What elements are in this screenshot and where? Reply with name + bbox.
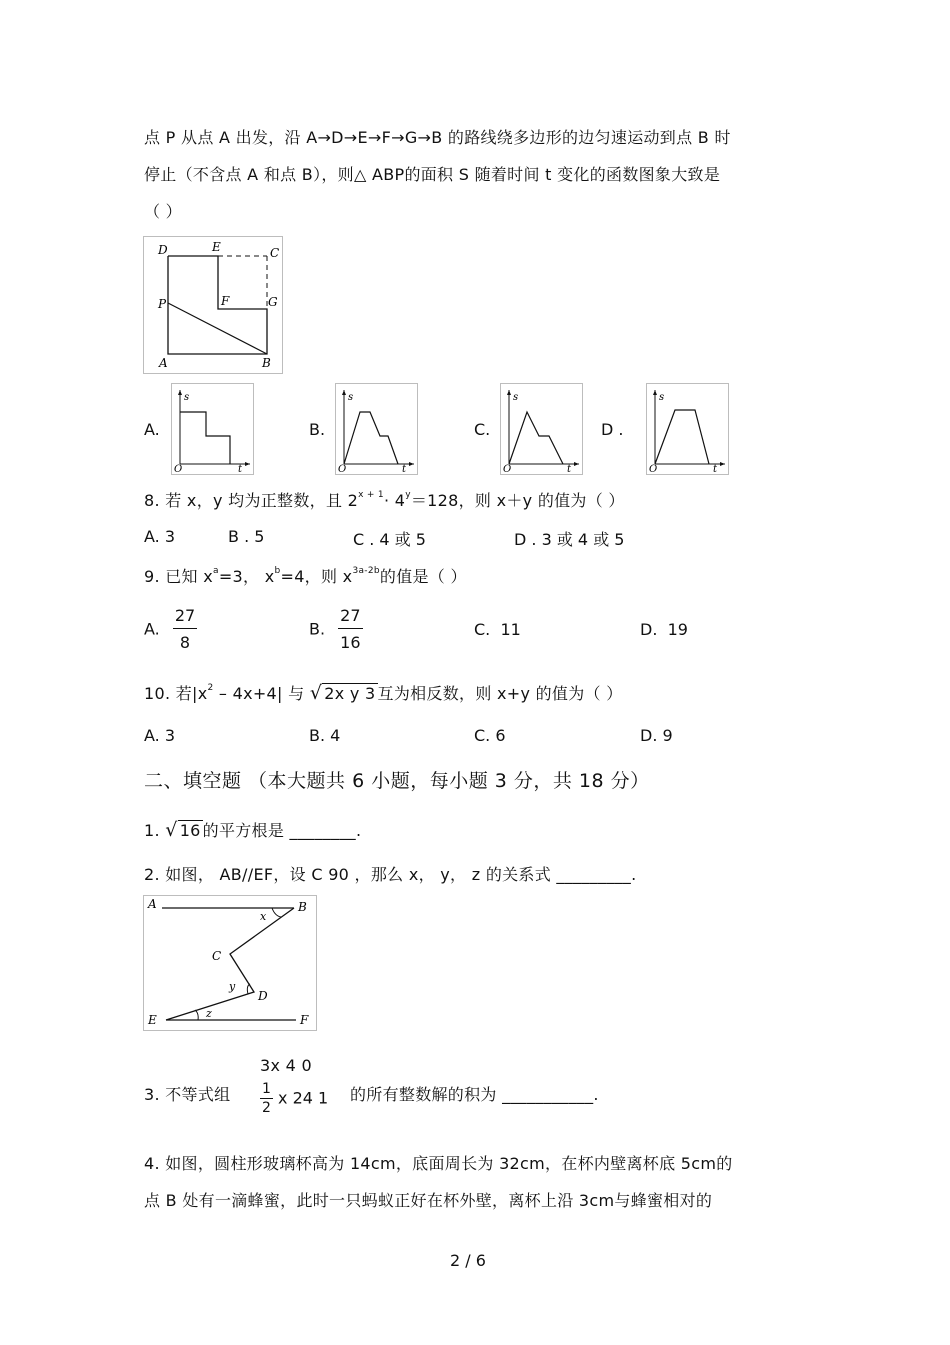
q10-option-a[interactable]: A. 3: [144, 726, 176, 745]
fraction-denominator: 8: [179, 633, 191, 652]
axis-o: O: [649, 464, 658, 474]
q10-suffix: 互为相反数，则 x+y 的值为（ ）: [377, 684, 623, 703]
fill-q3-row-2-rest: x 24 1: [278, 1088, 329, 1108]
q8-stem: [144, 488, 625, 511]
q9-option-b-fraction: [338, 606, 362, 652]
fig2-label-b: B: [298, 900, 307, 914]
q8-prefix: 8. 若 x，y 均为正整数，且 2: [144, 491, 359, 510]
q9-option-a-letter: A.: [144, 619, 160, 639]
fill-q3-prefix: 3. 不等式组: [144, 1085, 231, 1104]
axis-s: s: [513, 392, 519, 403]
q8-option-a[interactable]: A. 3: [144, 527, 176, 546]
q9-option-c-letter: C.: [474, 620, 491, 639]
fig2-label-z: z: [206, 1007, 212, 1020]
fraction-numerator: 27: [173, 606, 197, 629]
fill-q4-line-1: 4. 如图，圆柱形玻璃杯高为 14cm，底面周长为 32cm，在杯内壁离杯底 5cm的: [144, 1154, 733, 1173]
axis-o: O: [174, 464, 183, 474]
sqrt-symbol: √: [309, 682, 323, 704]
q7-line-1: 点 P 从点 A 出发，沿 A→D→E→F→G→B 的路线绕多边形的边匀速运动到点 B 时: [144, 128, 731, 147]
q9-option-c[interactable]: [474, 620, 521, 639]
axis-t: t: [402, 464, 407, 474]
axis-s: s: [659, 392, 665, 403]
axis-t: t: [567, 464, 572, 474]
fill-q1: [144, 818, 361, 841]
q9-option-b[interactable]: [309, 606, 363, 652]
fill-q2-text: 2. 如图， AB//EF，设 C 90 ，那么 x， y， z 的关系式 _________.: [144, 865, 637, 884]
fig-label-f: F: [221, 294, 230, 308]
q8-option-d[interactable]: D . 3 或 4 或 5: [514, 530, 625, 549]
q9-option-d-value: 19: [667, 620, 688, 639]
fig-label-a: A: [159, 356, 168, 370]
fill-q3-suffix: 的所有整数解的积为 ___________.: [350, 1085, 599, 1104]
axis-t: t: [238, 464, 243, 474]
q8-exponent-1: x + 1: [358, 490, 384, 500]
q7-option-b-label[interactable]: B.: [309, 420, 326, 439]
q7-option-c-graph: [500, 383, 583, 475]
page-number: 2 / 6: [450, 1251, 486, 1270]
fig-label-b: B: [262, 356, 271, 370]
q7-line-2: 停止（不含点 A 和点 B），则△ ABP的面积 S 随着时间 t 变化的函数图象大致是: [144, 165, 721, 184]
q9-option-d-letter: D.: [640, 620, 658, 639]
fraction-numerator: 1: [262, 1081, 271, 1097]
fig-label-p: P: [158, 297, 167, 311]
fig-label-g: G: [268, 295, 278, 309]
fig2-label-e: E: [148, 1013, 157, 1027]
q7-option-a-graph: [171, 383, 254, 475]
q9-mid-1: =3， x: [218, 567, 275, 586]
q9-exponent-b: b: [274, 566, 281, 576]
q10-option-b[interactable]: B. 4: [309, 726, 341, 745]
fill-q1-suffix: 的平方根是 ________.: [202, 821, 362, 840]
section-heading-fill-in: 二、填空题 （本大题共 6 小题，每小题 3 分，共 18 分）: [144, 770, 650, 792]
q10-radicand: 2x y 3: [324, 684, 376, 703]
q10-option-c[interactable]: C. 6: [474, 726, 506, 745]
q9-prefix: 9. 已知 x: [144, 567, 214, 586]
fill-q3-row-1: 3x 4 0: [260, 1056, 312, 1075]
fraction-numerator: 27: [338, 606, 362, 629]
axis-o: O: [338, 464, 347, 474]
fig2-label-y: y: [229, 980, 236, 993]
fig-label-d: D: [158, 243, 168, 257]
q9-option-a[interactable]: [144, 606, 197, 652]
q10-exponent: 2: [207, 683, 214, 693]
fill-q2-figure: [143, 895, 317, 1031]
q8-option-c[interactable]: C . 4 或 5: [353, 530, 426, 549]
axis-o: O: [503, 464, 512, 474]
q9-option-b-letter: B.: [309, 619, 326, 639]
fig-label-e: E: [212, 240, 221, 254]
q10-prefix: 10. 若|x: [144, 684, 208, 703]
fig2-label-f: F: [300, 1013, 309, 1027]
q8-option-b[interactable]: B . 5: [228, 527, 265, 546]
q9-option-d[interactable]: [640, 620, 688, 639]
q9-mid-2: =4，则 x: [280, 567, 353, 586]
fill-q1-radicand: 16: [179, 821, 201, 840]
q9-option-c-value: 11: [500, 620, 521, 639]
q8-mid: · 4: [383, 491, 406, 510]
fill-q1-prefix: 1.: [144, 821, 166, 840]
fig2-label-x: x: [260, 910, 267, 923]
q7-option-c-label[interactable]: C.: [474, 420, 491, 439]
q10-option-d[interactable]: D. 9: [640, 726, 673, 745]
axis-s: s: [184, 392, 190, 403]
q7-option-a-label[interactable]: A.: [144, 420, 160, 439]
q7-option-d-graph: [646, 383, 729, 475]
fill-q3-fraction: [260, 1082, 273, 1115]
fraction-denominator: 16: [340, 633, 361, 652]
fill-q4-line-2: 点 B 处有一滴蜂蜜，此时一只蚂蚁正好在杯外壁，离杯上沿 3cm与蜂蜜相对的: [144, 1191, 713, 1210]
fig2-label-a: A: [148, 897, 157, 911]
q7-option-b-graph: [335, 383, 418, 475]
q7-polygon-figure: [143, 236, 283, 374]
q7-line-3: （ ）: [144, 202, 182, 221]
q9-exponent-a: a: [213, 566, 219, 576]
q9-option-a-fraction: [173, 606, 197, 652]
axis-s: s: [348, 392, 354, 403]
q10-mid: – 4x+4| 与: [213, 684, 305, 703]
fig2-label-c: C: [212, 949, 222, 963]
fig2-label-d: D: [258, 989, 268, 1003]
q10-stem: [144, 681, 623, 704]
q9-suffix: 的值是（ ）: [379, 567, 467, 586]
fraction-denominator: 2: [262, 1100, 271, 1116]
axis-t: t: [713, 464, 718, 474]
q8-suffix: ＝128，则 x＋y 的值为（ ）: [410, 491, 625, 510]
fill-q3-row-2: [260, 1082, 328, 1115]
fig-label-c: C: [270, 246, 280, 260]
sqrt-symbol: √: [165, 819, 178, 841]
q8-exponent-2: y: [405, 490, 411, 500]
q7-option-d-label[interactable]: D .: [601, 420, 624, 439]
q9-exponent-3a-2b: 3a-2b: [352, 566, 380, 576]
q9-stem: [144, 564, 467, 587]
